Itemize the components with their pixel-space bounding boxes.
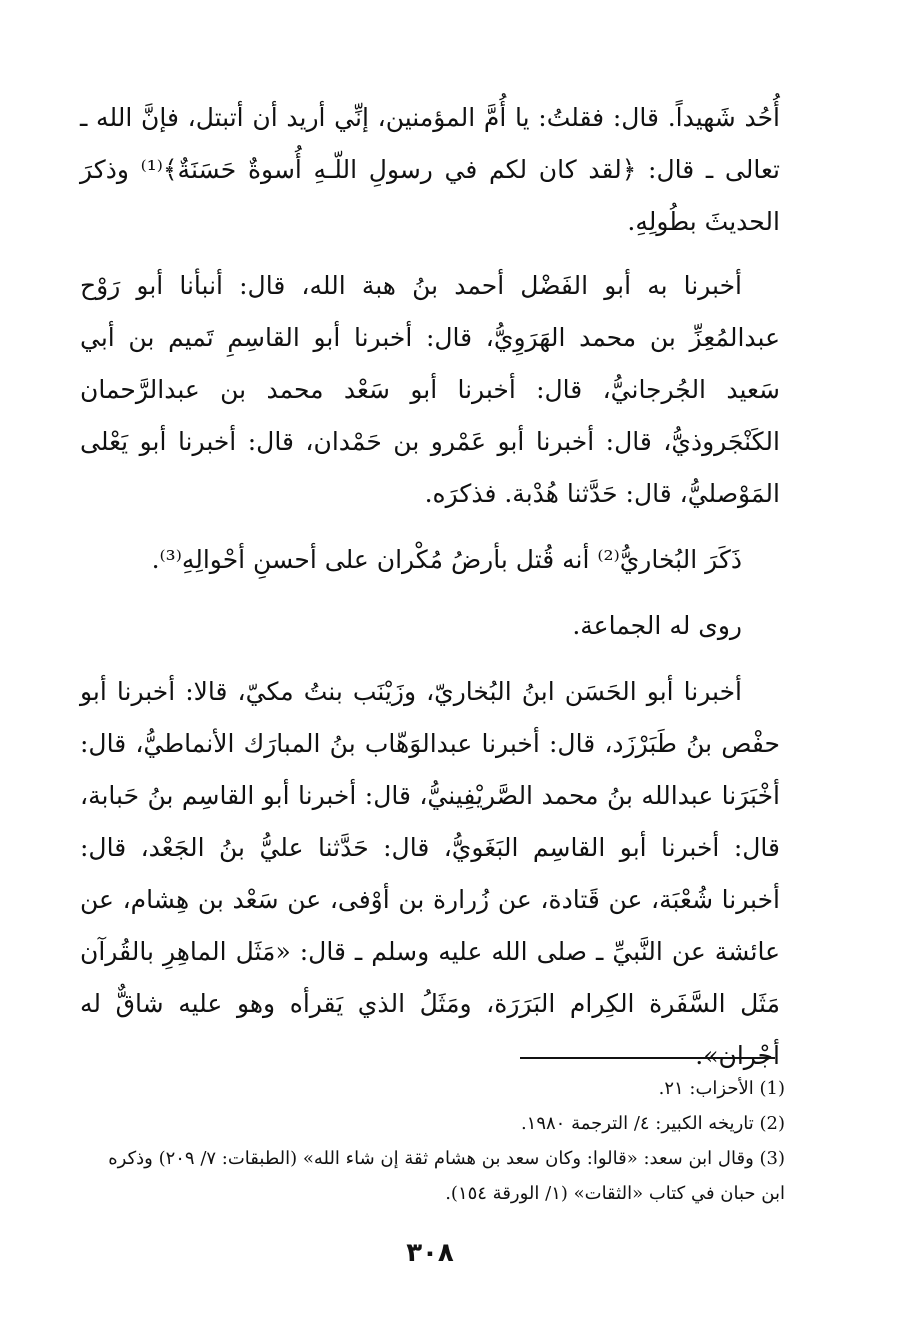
paragraph-1: أُحُد شَهيداً. قال: فقلتُ: يا أُمَّ المؤمنين، إنِّي أريد أن أتبتل، فإنَّ الله ـ تعالى ـ قال: ﴿لقد كان لكم في رسولِ اللّـهِ أُسوةٌ حَسَنَةٌ﴾⁽¹⁾ وذكرَ الحديثَ بطُولِهِ. bbox=[80, 103, 780, 236]
paragraph-3: ذَكَرَ البُخاريُّ⁽²⁾ أنه قُتل بأرضُ مُكْران على أحسنِ أحْوالِهِ⁽³⁾. bbox=[151, 545, 742, 574]
footnote-3: (3) وقال ابن سعد: «قالوا: وكان سعد بن هشام ثقة إن شاء الله» (الطبقات: ٧/ ٢٠٩) وذكره ابن حبان في كتاب «الثقات» (١/ الورقة ١٥٤). bbox=[108, 1148, 785, 1204]
page-number: ٣٠٨ bbox=[406, 1238, 454, 1268]
footnote-separator bbox=[520, 1057, 775, 1059]
footnote-2: (2) تاريخه الكبير: ٤/ الترجمة ١٩٨٠. bbox=[520, 1113, 785, 1134]
paragraph-5: أخبرنا أبو الحَسَن ابنُ البُخاريّ، وزَيْنَب بنتُ مكيّ، قالا: أخبرنا أبو حفْص بنُ طَبَرْزَد، قال: أخبرنا عبدالوَهّاب بنُ المبارَك الأنماطيُّ، قال: أخْبَرَنا عبدالله بنُ محمد الصَّريْفِينيُّ، قال: أخبرنا أبو القاسِم بنُ حَبابة، قال: أخبرنا أبو القاسِم البَغَويُّ، قال: حَدَّثنا عليُّ بنُ الجَعْد، قال: أخبرنا شُعْبَة، عن قَتادة، عن زُرارة بن أوْفى، عن سَعْد بن هِشام، عن عائشة عن النَّبيِّ ـ صلى الله عليه وسلم ـ قال: «مَثَل الماهِرِ بالقُرآن مَثَل السَّفَرة الكِرام البَرَرَة، ومَثَلُ الذي يَقرأه وهو عليه شاقٌّ له أجْران». bbox=[80, 677, 780, 1070]
paragraph-4: روى له الجماعة. bbox=[572, 611, 742, 640]
footnotes bbox=[80, 1071, 785, 1211]
paragraph-2: أخبرنا به أبو الفَضْل أحمد بنُ هبة الله، قال: أنبأنا أبو رَوْح عبدالمُعِزِّ بن محمد الهَرَوِيُّ، قال: أخبرنا أبو القاسِمِ تَميم بن أبي سَعيد الجُرجانيُّ، قال: أخبرنا أبو سَعْد محمد بن عبدالرَّحمان الكَنْجَروذيُّ، قال: أخبرنا أبو عَمْرو بن حَمْدان، قال: أخبرنا أبو يَعْلى المَوْصليُّ، قال: حَدَّثنا هُدْبة. فذكرَه. bbox=[80, 271, 780, 508]
footnote-1: (1) الأحزاب: ٢١. bbox=[658, 1078, 785, 1099]
main-text bbox=[80, 92, 780, 1082]
